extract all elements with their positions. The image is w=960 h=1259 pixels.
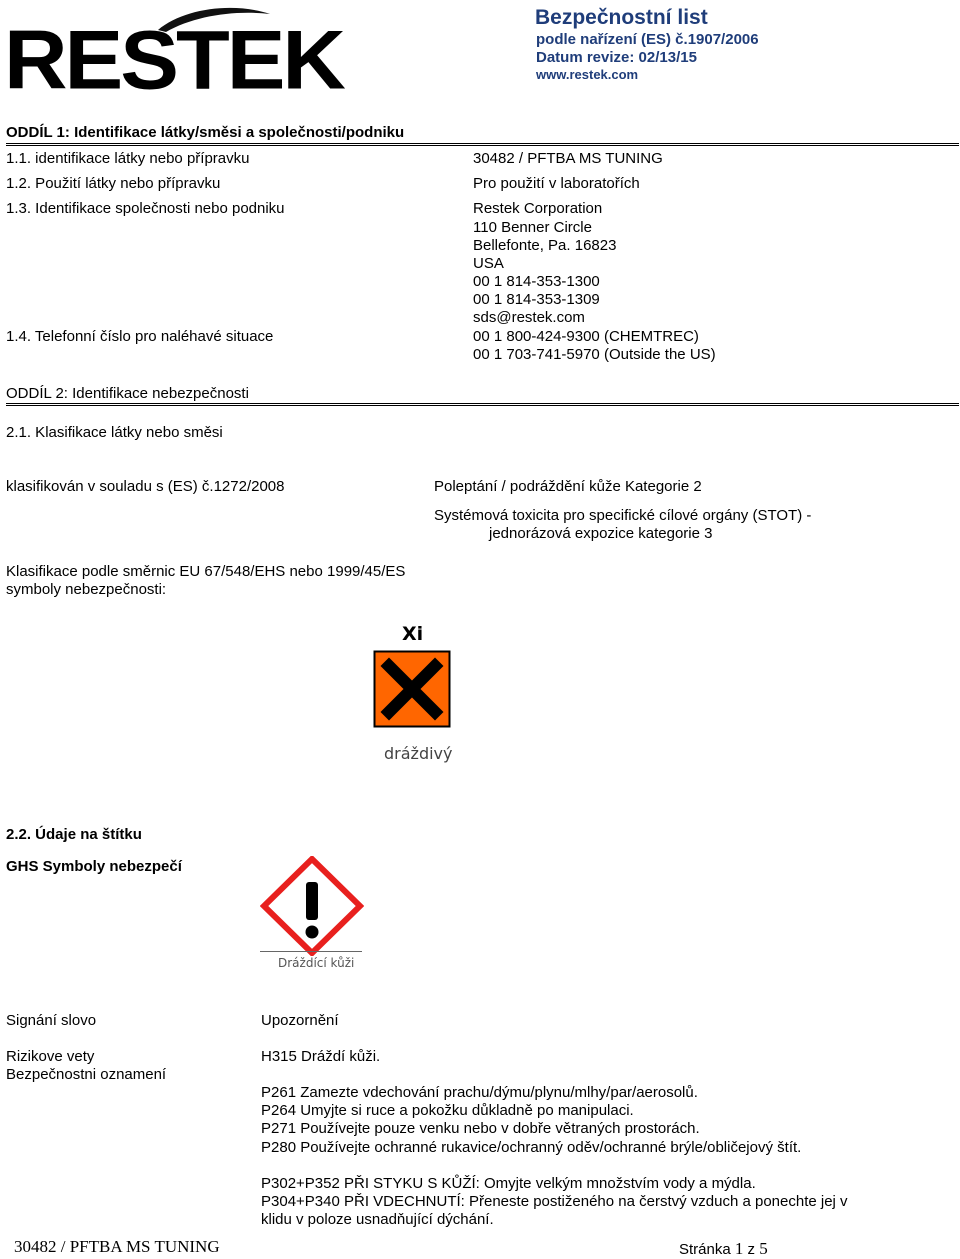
regulation-line: podle nařízení (ES) č.1907/2006: [536, 31, 759, 48]
logo-wordmark: RESTEK: [4, 12, 343, 107]
emergency-phone-outside-us: 00 1 703-741-5970 (Outside the US): [473, 346, 716, 363]
xi-symbol-code: Xi: [402, 623, 424, 645]
row-1-2-value: Pro použití v laboratořích: [473, 175, 640, 192]
signal-word-label: Signání slovo: [6, 1012, 97, 1029]
row-1-1-value: 30482 / PFTBA MS TUNING: [473, 150, 663, 167]
company-fax: 00 1 814-353-1309: [473, 291, 600, 308]
p-statement-p271: P271 Používejte pouze venku nebo v dobře větraných prostorách.: [261, 1120, 700, 1137]
section1-rule: [6, 143, 959, 146]
company-country: USA: [473, 255, 504, 272]
row-1-1-label: 1.1. identifikace látky nebo přípravku: [6, 150, 250, 167]
p-statement-p302: P302+P352 PŘI STYKU S KŮŽÍ: Omyjte velkým množstvím vody a mýdla.: [261, 1175, 756, 1192]
section2-heading: ODDÍL 2: Identifikace nebezpečnosti: [6, 385, 249, 402]
subsection-2-2: 2.2. Údaje na štítku: [6, 826, 142, 843]
footer-product: 30482 / PFTBA MS TUNING: [14, 1237, 220, 1256]
company-phone: 00 1 814-353-1300: [473, 273, 600, 290]
ghs-exclamation-icon: [260, 856, 364, 956]
classified-label: klasifikován v souladu s (ES) č.1272/2008: [6, 478, 285, 495]
company-logo: [4, 4, 343, 107]
eu-symbols-label: symboly nebezpečnosti:: [6, 581, 167, 598]
footer-page-number: [679, 1239, 768, 1259]
company-city: Bellefonte, Pa. 16823: [473, 237, 617, 254]
section1-heading: ODDÍL 1: Identifikace látky/směsi a společnosti/podniku: [6, 124, 405, 141]
revision-date: Datum revize: 02/13/15: [536, 49, 697, 66]
page-prefix: Stránka: [679, 1241, 731, 1258]
h-statement: H315 Dráždí kůži.: [261, 1048, 381, 1065]
website-link[interactable]: www.restek.com: [536, 67, 639, 82]
xi-irritant-icon: [373, 650, 451, 728]
company-street: 110 Benner Circle: [473, 219, 592, 236]
emergency-phone-chemtrec: 00 1 800-424-9300 (CHEMTREC): [473, 328, 699, 345]
subsection-2-1: 2.1. Klasifikace látky nebo směsi: [6, 424, 223, 441]
company-email[interactable]: sds@restek.com: [473, 309, 585, 326]
signal-word-value: Upozornění: [261, 1012, 339, 1029]
row-1-2-label: 1.2. Použití látky nebo přípravku: [6, 175, 221, 192]
ghs-caption: Dráždící kůži: [278, 956, 355, 970]
ghs-caption-rule: [260, 951, 362, 952]
ghs-heading: GHS Symboly nebezpečí: [6, 858, 182, 875]
section2-rule: [6, 403, 959, 406]
classification-skin: Poleptání / podráždění kůže Kategorie 2: [434, 478, 702, 495]
row-1-4-label: 1.4. Telefonní číslo pro naléhavé situace: [6, 328, 274, 345]
classification-stot-cont: jednorázová expozice kategorie 3: [489, 525, 713, 542]
classification-stot: Systémová toxicita pro specifické cílové orgány (STOT) -: [434, 507, 812, 524]
xi-symbol-caption: dráždivý: [384, 744, 453, 763]
p-statement-p264: P264 Umyjte si ruce a pokožku důkladně po manipulaci.: [261, 1102, 634, 1119]
p-statement-p304-cont: klidu v poloze usnadňující dýchání.: [261, 1211, 494, 1228]
safety-statements-label: Bezpečnostni oznamení: [6, 1066, 167, 1083]
eu-classification-label: Klasifikace podle směrnic EU 67/548/EHS nebo 1999/45/ES: [6, 563, 406, 580]
company-name: Restek Corporation: [473, 200, 603, 217]
document-title: Bezpečnostní list: [535, 6, 708, 29]
page-sep: z: [747, 1241, 756, 1258]
risk-phrases-label: Rizikove vety: [6, 1048, 95, 1065]
page-current: 1: [734, 1239, 744, 1258]
page-total: 5: [759, 1239, 768, 1258]
p-statement-p280: P280 Používejte ochranné rukavice/ochranný oděv/ochranné brýle/obličejový štít.: [261, 1139, 802, 1156]
p-statement-p261: P261 Zamezte vdechování prachu/dýmu/plynu/mlhy/par/aerosolů.: [261, 1084, 698, 1101]
row-1-3-label: 1.3. Identifikace společnosti nebo podniku: [6, 200, 285, 217]
p-statement-p304: P304+P340 PŘI VDECHNUTÍ: Přeneste postiženého na čerstvý vzduch a ponechte jej v: [261, 1193, 848, 1210]
